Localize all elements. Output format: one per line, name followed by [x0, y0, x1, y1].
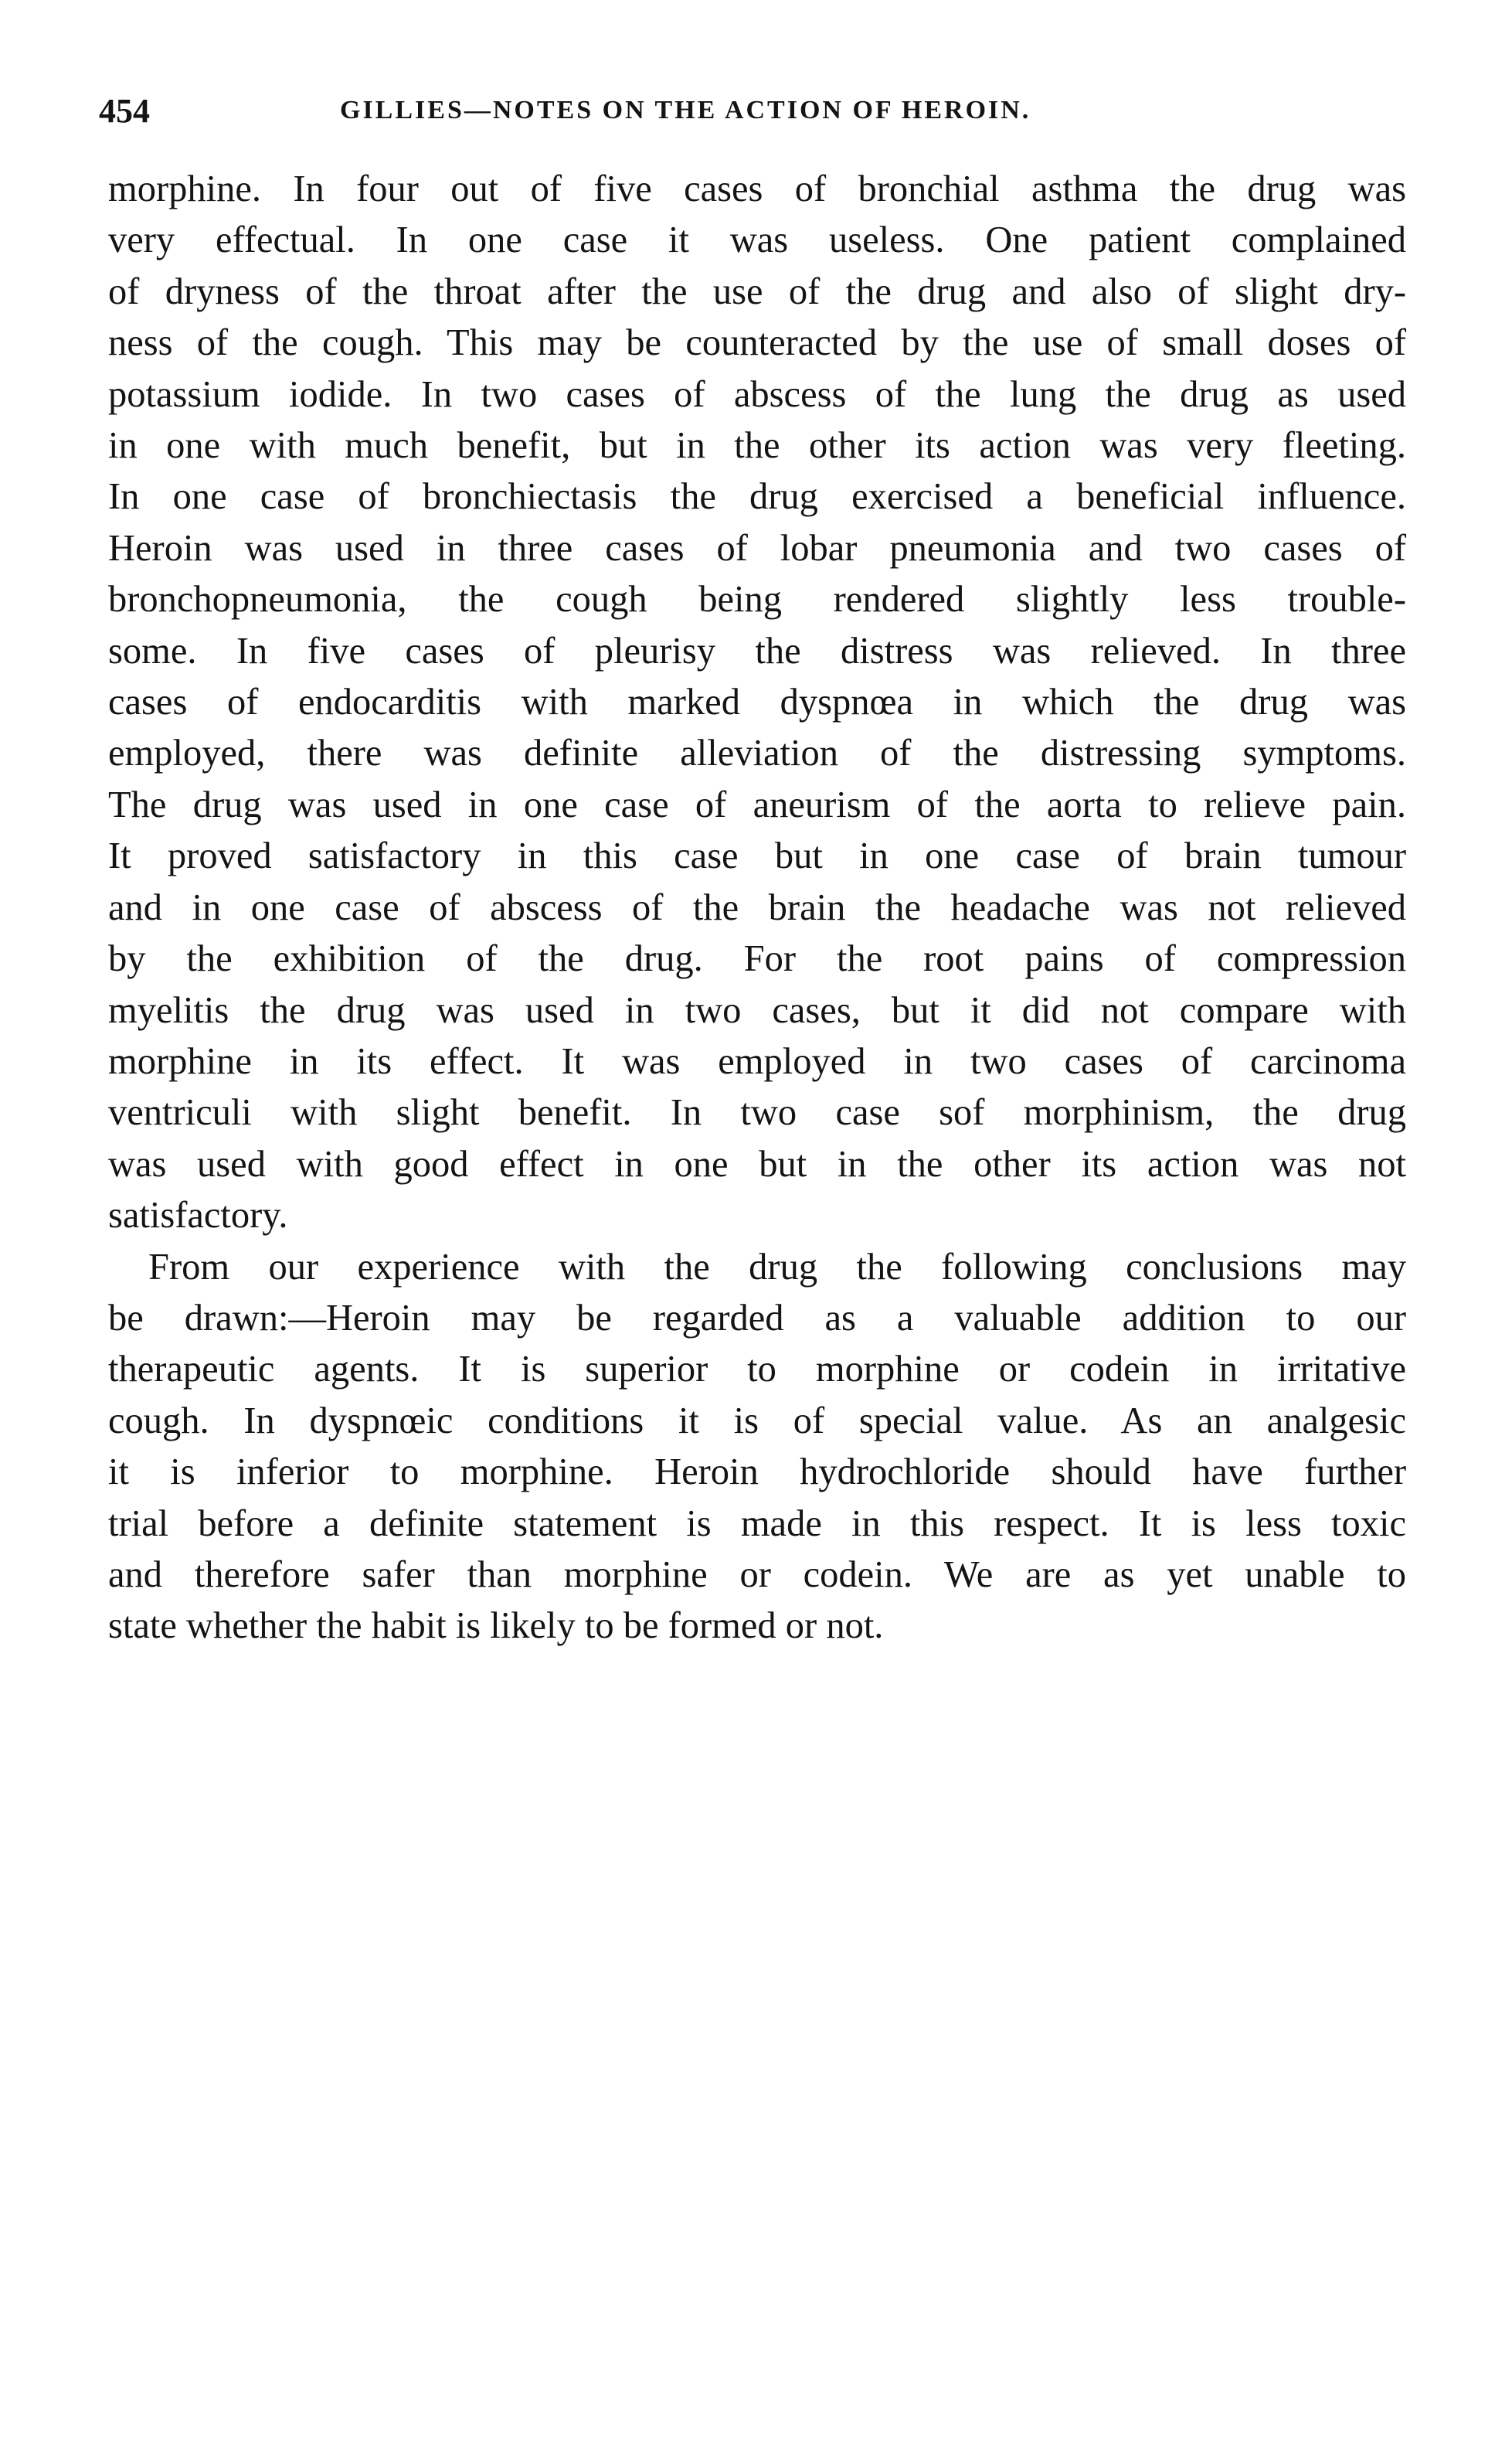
text-line: it is inferior to morphine. Heroin hydrochloride should have further [108, 1451, 1406, 1493]
page-header [99, 91, 1412, 138]
text-line: therapeutic agents. It is superior to morphine or codein in irritative [108, 1349, 1406, 1390]
text-line: The drug was used in one case of aneurism of the aorta to relieve pain. [108, 784, 1406, 825]
text-line: was used with good effect in one but in the other its action was not [108, 1143, 1406, 1185]
text-line: satisfactory. [108, 1195, 288, 1237]
text-line: morphine in its effect. It was employed in two cases of carcinoma [108, 1040, 1406, 1082]
running-title: GILLIES—NOTES ON THE ACTION OF HEROIN. [340, 96, 1031, 124]
text-line: morphine. In four out of five cases of bronchial asthma the drug was [108, 168, 1406, 209]
text-line: trial before a definite statement is made in this respect. It is less toxic [108, 1502, 1406, 1544]
paragraph-case-summary [108, 164, 1406, 1242]
text-line: be drawn:—Heroin may be regarded as a valuable addition to our [108, 1297, 1406, 1339]
text-line: ventriculi with slight benefit. In two case sof morphinism, the drug [108, 1092, 1406, 1134]
text-line: From our experience with the drug the following conclusions may [148, 1246, 1406, 1288]
paragraph-conclusions [108, 1242, 1406, 1652]
text-line: very effectual. In one case it was useless. One patient complained [108, 219, 1406, 261]
text-line: employed, there was definite alleviation of the distressing symptoms. [108, 733, 1406, 774]
page-number: 454 [99, 92, 150, 130]
text-line: In one case of bronchiectasis the drug exercised a beneficial influence. [108, 476, 1406, 518]
text-line: and therefore safer than morphine or codein. We are as yet unable to [108, 1553, 1406, 1595]
text-line: state whether the habit is likely to be formed or not. [108, 1605, 884, 1647]
text-line: ness of the cough. This may be counteracted by the use of small doses of [108, 322, 1406, 364]
text-line: cough. In dyspnœic conditions it is of special value. As an analgesic [108, 1400, 1406, 1441]
text-line: and in one case of abscess of the brain the headache was not relieved [108, 886, 1406, 928]
text-line: in one with much benefit, but in the other its action was very fleeting. [108, 425, 1406, 467]
text-line: some. In five cases of pleurisy the distress was relieved. In three [108, 630, 1406, 672]
text-line: It proved satisfactory in this case but in one case of brain tumour [108, 835, 1406, 877]
text-line: bronchopneumonia, the cough being rendered slightly less trouble- [108, 579, 1406, 621]
text-line: Heroin was used in three cases of lobar pneumonia and two cases of [108, 527, 1406, 569]
text-line: by the exhibition of the drug. For the root pains of compression [108, 938, 1406, 980]
body-text [108, 164, 1406, 1652]
text-line: of dryness of the throat after the use of the drug and also of slight dry- [108, 270, 1406, 312]
text-line: cases of endocarditis with marked dyspnœa in which the drug was [108, 682, 1406, 723]
text-line: potassium iodide. In two cases of abscess of the lung the drug as used [108, 373, 1406, 415]
text-line: myelitis the drug was used in two cases, but it did not compare with [108, 989, 1406, 1031]
